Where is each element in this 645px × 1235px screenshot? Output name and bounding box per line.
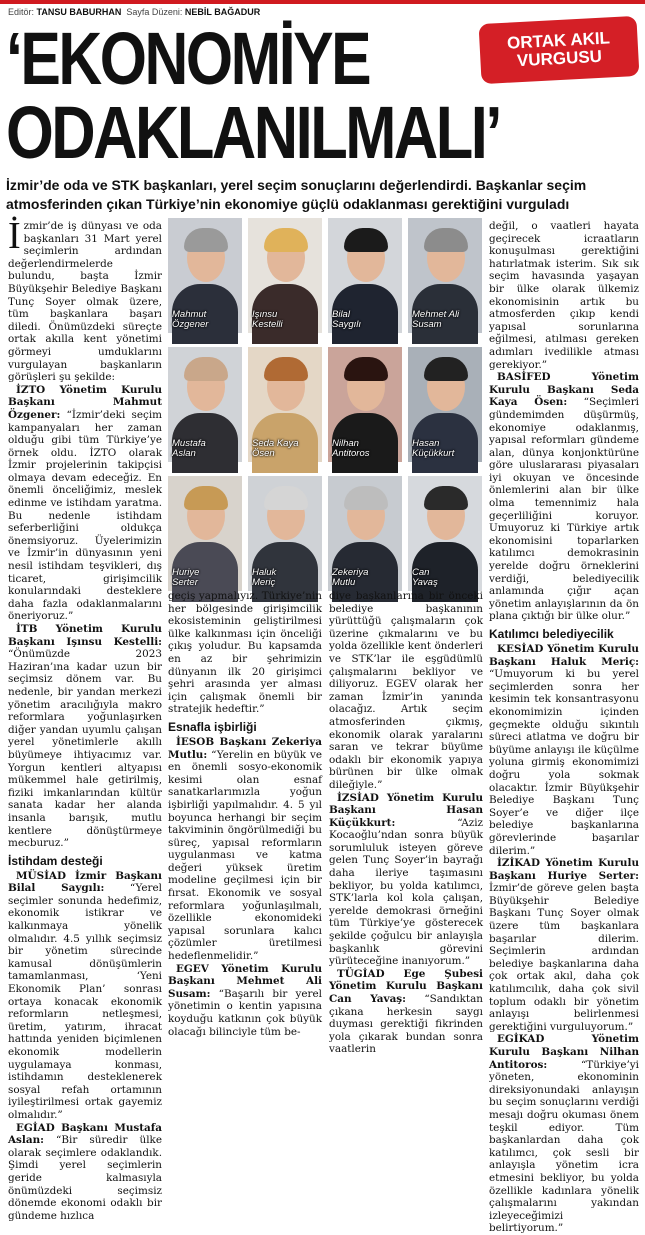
quote-text: “Seçimleri gündemimden düşürmüş, ekonomiye odaklanmış, yapısal reformları gündeme alan, dünya konjonktürüne göre uluslararası piyasaları iyi okuyan ve öncesinde önlemlerini alan bir ülke olma temennimiz hala geçerliliğini koruyor. Umuyoruz ki Türkiye artık ekonomisini toparlarken katılımcı demokrasinin yerelde doğru örneklerini verdiği, belediyecilik anlamında çığır açan yönetim anlayışlarının da ön plana çıktığı bir ülke olur.” [489,396,639,623]
subheading: Katılımcı belediyecilik [489,627,614,641]
caption-line-1: Bilal [332,309,350,320]
quote-lead: İZİKAD Yönetim Kurulu Başkanı Huriye Serter: [489,857,639,882]
caption-line-2: Serter [172,577,198,588]
intro-text: zmir’de iş dünyası ve oda başkanları 31 Mart yerel seçimlerin ardından değerlendirmelerde bulundu, başta İzmir Büyükşehir Belediye Başkanı Tunç Soyer olmak üzere, tüm başkanlara başarı diledi. Önümüzdeki süreçte ortak akılla kent yönetimi görmeyi umduklarını vurgulayan başkanların görüşleri şu şekilde: [8,220,162,384]
quote-lead: TÜGİAD Ege Şubesi Yönetim Kurulu Başkanı Can Yavaş: [329,967,483,1005]
caption-line-1: Işınsu [252,309,278,320]
highlight-badge [479,16,640,84]
headline-line-2: ODAKLANILMALI’ [6,91,500,174]
caption-line-1: Mahmut [172,309,207,320]
caption-line-2: Yavaş [412,577,438,588]
quote-lead: İZSİAD Yönetim Kurulu Başkanı Hasan Küçükkurt: [329,791,483,829]
top-accent-bar [0,0,645,4]
subheading: İstihdam desteği [8,853,103,868]
caption-line-2: Ösen [252,448,275,459]
portrait-caption [252,568,276,588]
portrait-caption [332,568,368,588]
quote-text: “Umuyorum ki bu yerel seçimlerden sonra her kesimin tek konsantrasyonu ekonomimizin içinden geçmekte olduğu sıkıntılı süreci atlatma ve doğru bir büyüme anlayışı ile küçülme yoluna girmiş ekonomimizi doğru yola sokmak olacaktır. İzmir Büyükşehir Belediye Başkanı Tunç Soyer’e ve diğer ilçe belediye başkanlarına görevlerinde başarılar dilerim.” [489,668,639,857]
quote-text: geçiş yapmalıyız. Türkiye’nin her bölgesinde girişimcilik ekosisteminin geliştirilmesi ülke kalkınması için önceliği çıkış yoludur. Bu kapsamda en az bir şehrimizin dünyanın ilk 20 girişimci şehri arasında yer alması için çalışmak önemli bir stratejik hedeftir.” [168,590,322,716]
portrait-photo [328,347,402,462]
layout-name: NEBİL BAĞADUR [184,7,261,17]
caption-line-1: Haluk [252,567,277,578]
portrait-caption [412,310,459,330]
portrait-caption [172,568,199,588]
caption-line-2: Mutlu [332,577,356,588]
portrait-photo [168,347,242,462]
portrait-caption [412,439,454,459]
caption-line-1: Nilhan [332,438,359,449]
quote-lead: EGİAD Başkanı Mustafa Aslan: [8,1121,162,1147]
article-column-1 [8,215,162,1222]
quote-text: İzmir’de göreve gelen başta Büyükşehir Belediye Başkanı Tunç Soyer olmak üzere tüm başkanlara başarılar dilerim. Seçimlerin ardından belediye başkanlarına daha çok ortak akıl, daha çok katılımcılık, daha çok sivil toplum odaklı bir yönetim anlayışı belirlenmesi gerektiğini vurguluyorum.” [489,882,639,1033]
portrait-photo [248,347,322,462]
caption-line-2: Saygılı [332,319,362,330]
caption-line-1: Seda Kaya [252,438,299,449]
portrait-caption [412,568,438,588]
article-column-2 [168,590,322,1038]
quote-lead: EGEV Yönetim Kurulu Başkanı Mehmet Ali Susam: [168,962,322,1000]
portrait-photo [408,218,482,333]
quote-text: diye başkanlarına bir önceki belediye başkanının yürüttüğü çalışmaların çok üzerine çıkmalarını ve bu yolda özellikle kent önderleri ve STK’lar ile eşgüdümlü çalışmalarını bekliyor ve diliyoruz. EGEV olarak her zaman İzmir’in yanında olacağız. Artık seçim atmosferinden çıkmış, ekonomik olarak yaralarını saran ve tekrar büyüme odaklı bir ekonomik yapıya bürünen bir ülke olmak dileğiyle.” [329,590,483,791]
quote-text: “İzmir’deki seçim kampanyaları her zaman olduğu gibi tüm Türkiye’ye örnek oldu. İZTO olarak İzmir projelerinin takipçisi olmaya devam edeceğiz. En önemli önceliğimiz, meslek edinme ve istihdam yaratma. Bu nedenle istihdam seferberliğini oldukça önemsiyoruz. Üyelerimizin ve İzmir’in dünyasının yeni nesil istihdam teşvikleri, dış ticaret, girişimcilik konularındaki desteklere daha fazla odaklanmalarını öneriyoruz.” [8,408,162,623]
caption-line-1: Can [412,567,430,578]
portrait-photo [328,218,402,333]
quote-lead: EGİKAD Yönetim Kurulu Başkanı Nilhan Antitoros: [489,1033,639,1071]
quote-lead: İESOB Başkanı Zekeriya Mutlu: [168,735,322,761]
headline-line-1: ‘EKONOMİYE [6,17,370,100]
portrait-photo [168,476,242,591]
portrait-photo [248,218,322,333]
quote-text: “Türkiye’yi yöneten, ekonominin direksiyonundaki anlayışın bu seçim sonuçlarını verdiği mesajı doğru okuması önem teşkil ediyor. Tüm başkanlardan daha çok katılımcı, çok sesli bir anlayışla yönetim icra etmesini bekliyor, bu yolda özellikle kadınlara yönelik çalışmalarını yakından izleyeceğimizi belirtiyorum.” [489,1058,639,1235]
quote-lead: MÜSİAD İzmir Başkanı Bilal Saygılı: [8,869,162,895]
quote-text: “Sandıktan çıkana herkesin saygı duyması gerektiği fikrinden yola çıkarak bundan sonra vaatlerin [329,993,483,1056]
article-column-4 [489,220,639,1235]
photo-grid [168,218,483,586]
portrait-caption [332,439,370,459]
badge-line-2: VURGUSU [516,46,603,71]
caption-line-2: Antitoros [332,448,370,459]
caption-line-2: Küçükkurt [412,448,455,459]
quote-lead: İZTO Yönetim Kurulu Başkanı Mahmut Özgener: [8,383,162,421]
portrait-photo [408,476,482,591]
caption-line-1: Mehmet Ali [412,309,460,320]
quote-text: “Yerel seçimler sonunda hedefimiz, ekonomik istikrar ve kalkınmaya yönelik olmalıdır. 4.5 yıllık seçimsiz bir yönetim sürecinde kamusal dönüşümlerin tamamlanması, ‘Yeni Ekonomik Plan’ sonrası ortaya konacak ekonomik reformların netleşmesi, üretim, yatırım, ihracat hattında yeniden biçimlenen ekonomik modellerin uygulamaya konması, istihdamın desteklenerek sosyal refah ortamının iyileştirilmesi ortak gayemiz olmalıdır.” [8,882,162,1121]
caption-line-1: Zekeriya [332,567,369,578]
portrait-caption [172,310,208,330]
portrait-photo [408,347,482,462]
editor-name: TANSU BABURHAN [36,7,122,17]
subheading: Esnafla işbirliği [168,719,257,734]
portrait-caption [332,310,361,330]
quote-text: “Bir süredir ülke olarak seçimlere odaklandık. Şimdi yerel seçimlerin geride kalmasıyla önümüzdeki seçimsiz dönemde ekonomi odaklı bir gündeme hızlıca [8,1134,162,1222]
article-column-3 [329,590,483,1056]
caption-line-2: Meriç [252,577,276,588]
dropcap: İ [8,215,21,257]
layout-label: Sayfa Düzeni: [126,7,183,17]
quote-lead: KESİAD Yönetim Kurulu Başkanı Haluk Meriç: [489,643,639,668]
portrait-photo [248,476,322,591]
portrait-caption [172,439,206,459]
quote-lead: İTB Yönetim Kurulu Başkanı Işınsu Kestelli: [8,623,162,648]
quote-text: “Başarılı bir yerel yönetimin o kentin yapısına koyduğu katkının çok büyük olacağı bilinciyle tüm be- [168,987,322,1038]
portrait-photo [328,476,402,591]
credits-line [8,7,260,17]
caption-line-1: Hasan [412,438,440,449]
editor-label: Editör: [8,7,35,17]
quote-lead: BASİFED Yönetim Kurulu Başkanı Seda Kaya Ösen: [489,371,639,409]
quote-text: “Yerelin en büyük ve en önemli sosyo-ekonomik kesimi olan esnaf sanatkarlarımızla yoğun işbirliği yapılmalıdır. 4. 5 yıl boyunca herhangi bir seçim takviminin öngörülmediği bu süreç, yapısal reformların uygulanması ve katma değeri yüksek üretim modeline geçilmesi için bir fırsat. Ekonomik ve sosyal reformlara yoğunlaşılmalı, özellikle ekonomideki yapısal sorunlara kalıcı çözümler üretilmesi hedeflenmelidir.” [168,748,322,963]
caption-line-2: Aslan [172,448,196,459]
badge-line-1: ORTAK AKIL [506,28,611,53]
quote-text: değil, o vaatleri hayata geçirecek icraatların konuşulması gerektiğini hatırlatmak isterim. Sık sık seçim havasında yaşayan bir ülke olarak ülkemiz ekonomisinin artık bu atmosferden çıkıp kendi yapısal sorunlarına eğilmesi, atılması gereken adımları ivedilikle atması gerekiyor.” [489,220,639,371]
caption-line-1: Mustafa [172,438,206,449]
article-deck: İzmir’de oda ve STK başkanları, yerel seçim sonuçlarını değerlendirdi. Başkanlar seçim atmosferinden çıkan Türkiye’nin ekonomiye güçlü odaklanması gerektiğini vurguladı [6,177,587,212]
portrait-caption [252,310,283,330]
caption-line-2: Kestelli [252,319,283,330]
caption-line-1: Huriye [172,567,200,578]
portrait-photo [168,218,242,333]
caption-line-2: Susam [412,319,442,330]
quote-text: “Önümüzde 2023 Haziran’ına kadar uzun bir seçimsiz dönem var. Bu nedenle, bir yandan merkezi yönetim aracılığıyla makro reformlara yoğunlaşırken diğer yandan uyumlu çalışan yerel yönetimlerle akıllı büyümeye ihtiyacımız var. Yorgun kentleri altyapısı mükemmel hale getirilmiş, fiziki imkanlarından kültür sanata kadar her alanda insanla barışık, mutlu kentlere dönüştürmeye mecburuz.” [8,648,162,850]
quote-text: “Aziz Kocaoğlu’ndan sonra büyük sorumluluk isteyen göreve gelen Tunç Soyer’in bayrağı daha ileriye taşımasını bekliyor, bu yolda katılımcı, STK’larla kol kola çalışan, yerelde demokrasi örneğini tüm Türkiye’ye gösterecek şekilde çoğulcu bir anlayışla başkanlık görevini yürüteceğine inanıyorum.” [329,816,483,968]
portrait-caption [252,439,298,459]
caption-line-2: Özgener [172,319,209,330]
